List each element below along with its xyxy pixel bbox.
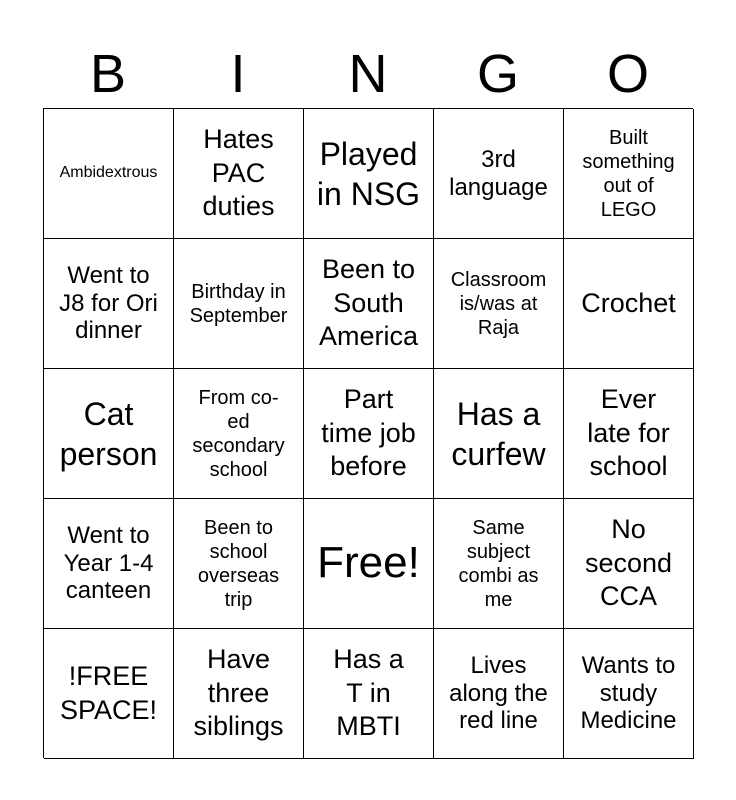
header-letter-g: G bbox=[476, 44, 519, 104]
cell-text: Part time job before bbox=[321, 383, 416, 482]
bingo-cell-r5c2[interactable] bbox=[174, 629, 304, 759]
cell-text: Built something out of LEGO bbox=[582, 126, 675, 221]
bingo-cell-r1c4[interactable] bbox=[434, 109, 564, 239]
bingo-cell-r2c1[interactable] bbox=[44, 239, 174, 369]
bingo-cell-r1c5[interactable] bbox=[564, 109, 694, 239]
cell-text: Wants to study Medicine bbox=[580, 652, 677, 735]
bingo-cell-r1c2[interactable] bbox=[174, 109, 304, 239]
bingo-cell-r4c3-free[interactable] bbox=[304, 499, 434, 629]
bingo-cell-r1c1[interactable] bbox=[44, 109, 174, 239]
header-letter-o: O bbox=[606, 44, 649, 104]
cell-text: Went to Year 1-4 canteen bbox=[63, 522, 154, 605]
bingo-cell-r3c5[interactable] bbox=[564, 369, 694, 499]
cell-text: Played in NSG bbox=[316, 135, 421, 212]
bingo-cell-r5c1[interactable] bbox=[44, 629, 174, 759]
cell-text: Hates PAC duties bbox=[202, 123, 275, 222]
cell-text: Been to South America bbox=[318, 253, 419, 352]
bingo-cell-r2c4[interactable] bbox=[434, 239, 564, 369]
header-letter-i: I bbox=[230, 44, 246, 104]
cell-text: Same subject combi as me bbox=[458, 516, 539, 611]
bingo-cell-r2c5[interactable] bbox=[564, 239, 694, 369]
header-letter-b: B bbox=[89, 44, 127, 104]
cell-text: Have three siblings bbox=[193, 643, 284, 742]
cell-text: !FREE SPACE! bbox=[59, 660, 158, 725]
bingo-cell-r4c4[interactable] bbox=[434, 499, 564, 629]
cell-text: 3rd language bbox=[449, 145, 548, 201]
cell-text: Cat person bbox=[59, 395, 158, 472]
cell-text: Ever late for school bbox=[587, 383, 670, 482]
bingo-cell-r1c3[interactable] bbox=[304, 109, 434, 239]
cell-text: No second CCA bbox=[584, 513, 673, 612]
header-letter-n: N bbox=[348, 44, 388, 104]
bingo-cell-r5c3[interactable] bbox=[304, 629, 434, 759]
bingo-grid bbox=[43, 108, 693, 758]
bingo-cell-r4c5[interactable] bbox=[564, 499, 694, 629]
cell-text: Classroom is/was at Raja bbox=[450, 268, 547, 339]
cell-text: Free! bbox=[317, 538, 420, 588]
bingo-cell-r3c2[interactable] bbox=[174, 369, 304, 499]
bingo-cell-r4c1[interactable] bbox=[44, 499, 174, 629]
cell-text: Crochet bbox=[581, 287, 676, 318]
bingo-cell-r2c3[interactable] bbox=[304, 239, 434, 369]
cell-text: Has a T in MBTI bbox=[333, 643, 404, 742]
cell-text: From co- ed secondary school bbox=[192, 386, 285, 481]
cell-text: Lives along the red line bbox=[449, 652, 548, 735]
bingo-cell-r2c2[interactable] bbox=[174, 239, 304, 369]
cell-text: Birthday in September bbox=[189, 280, 288, 327]
bingo-header bbox=[43, 40, 693, 108]
bingo-cell-r3c4[interactable] bbox=[434, 369, 564, 499]
bingo-cell-r3c3[interactable] bbox=[304, 369, 434, 499]
cell-text: Went to J8 for Ori dinner bbox=[59, 262, 158, 345]
bingo-cell-r5c4[interactable] bbox=[434, 629, 564, 759]
bingo-cell-r3c1[interactable] bbox=[44, 369, 174, 499]
cell-text: Ambidextrous bbox=[59, 164, 158, 182]
cell-text: Been to school overseas trip bbox=[197, 516, 280, 611]
cell-text: Has a curfew bbox=[451, 395, 546, 472]
bingo-cell-r4c2[interactable] bbox=[174, 499, 304, 629]
bingo-cell-r5c5[interactable] bbox=[564, 629, 694, 759]
